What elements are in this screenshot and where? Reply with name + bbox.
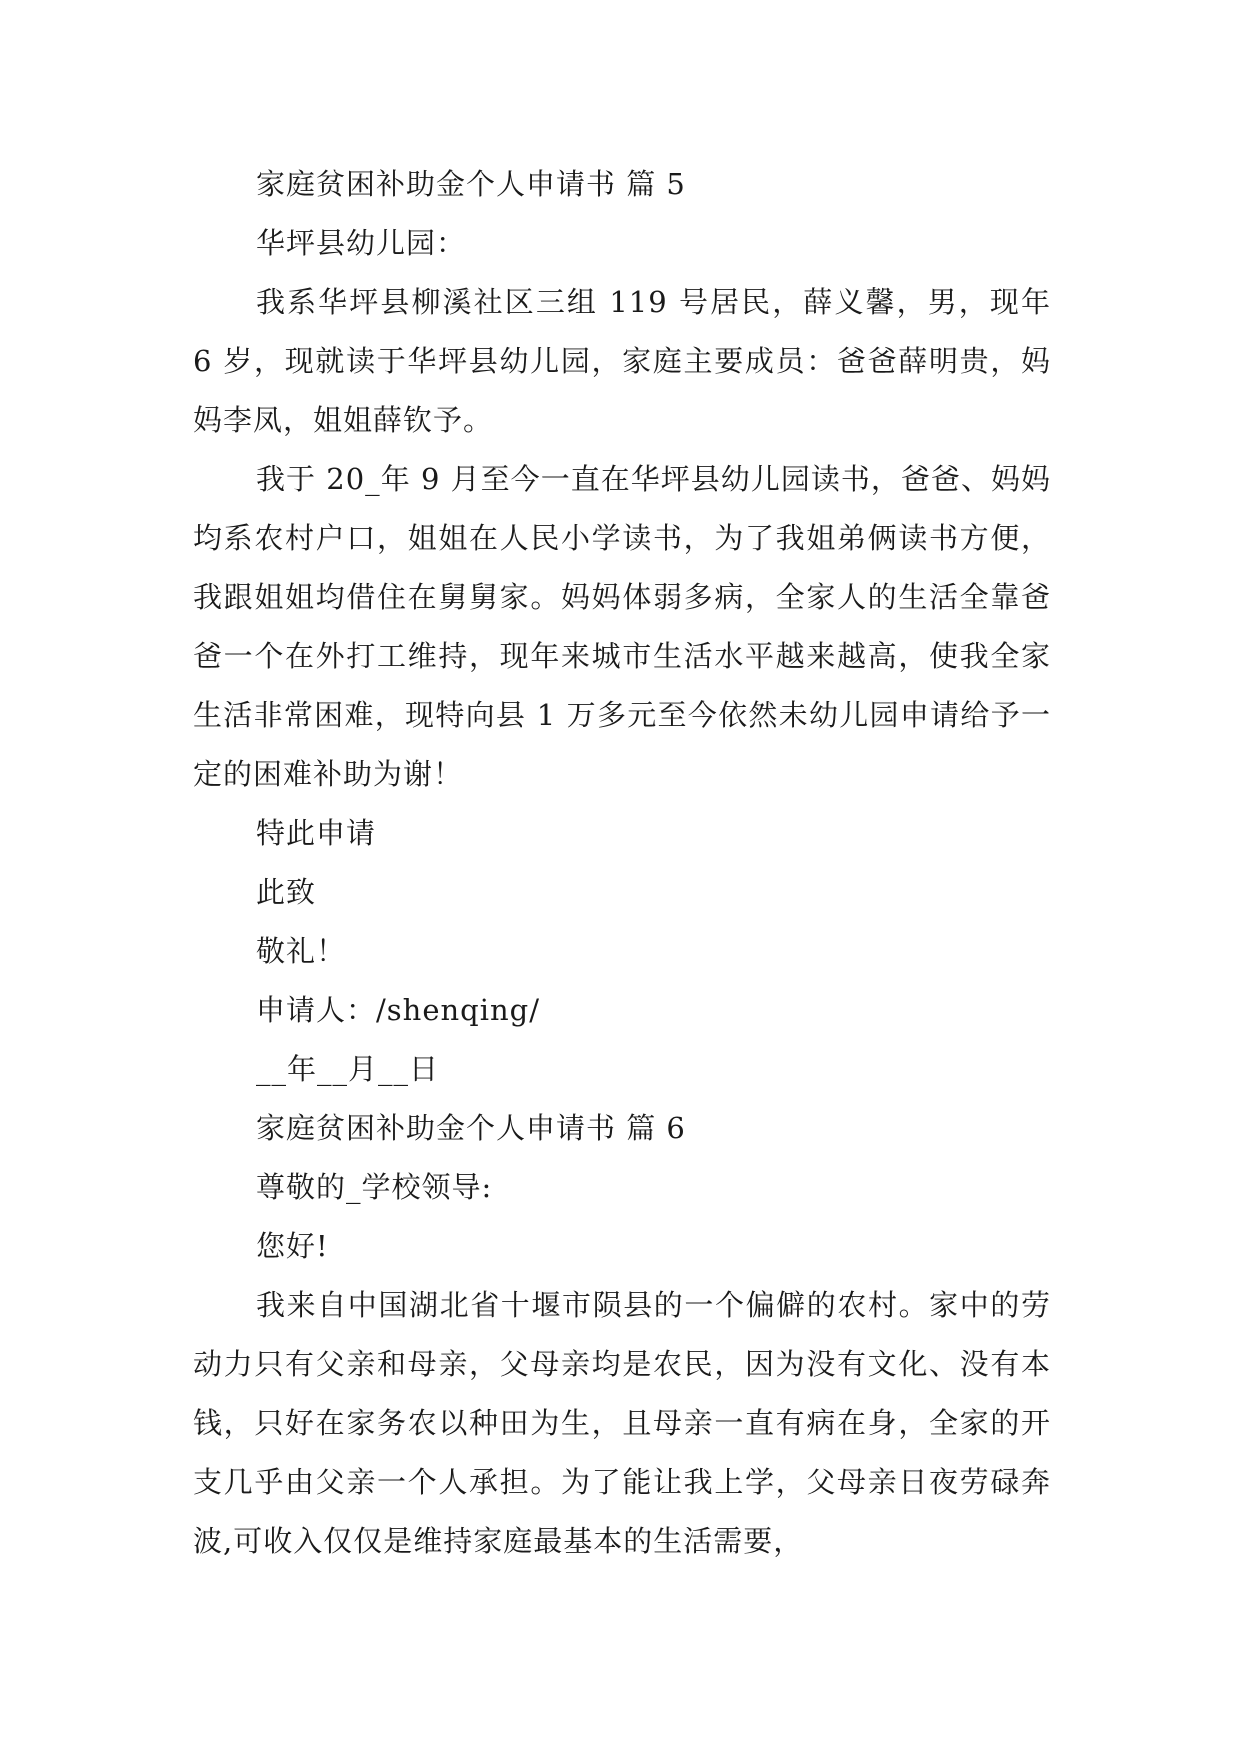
section-title: 家庭贫困补助金个人申请书 篇 6 (256, 1111, 686, 1145)
date-line: __年__月__日 (256, 1052, 440, 1086)
body-paragraph: 我系华坪县柳溪社区三组 119 号居民，薛义馨，男，现年 6 岁，现就读于华坪县幼儿园，家庭主要成员：爸爸薛明贵，妈妈李凤，姐姐薛钦予。 (193, 285, 1051, 437)
salutation: 华坪县幼儿园： (256, 226, 467, 260)
section-title: 家庭贫困补助金个人申请书 篇 5 (256, 167, 686, 201)
closing-line: 特此申请 (256, 816, 377, 850)
applicant-line: 申请人：/shenqing/ (256, 993, 541, 1027)
salutation: 尊敬的_学校领导: (256, 1170, 493, 1204)
closing-line: 此致 (256, 875, 317, 909)
closing-line: 敬礼！ (256, 934, 347, 968)
body-paragraph: 我来自中国湖北省十堰市陨县的一个偏僻的农村。家中的劳动力只有父亲和母亲，父母亲均是农民，因为没有文化、没有本钱，只好在家务农以种田为生，且母亲一直有病在身，全家的开支几乎由父亲一个人承担。为了能让我上学，父母亲日夜劳碌奔波,可收入仅仅是维持家庭最基本的生活需要， (193, 1288, 1051, 1558)
document-body (193, 155, 1051, 1571)
greeting: 您好! (256, 1229, 329, 1263)
body-paragraph: 我于 20_年 9 月至今一直在华坪县幼儿园读书，爸爸、妈妈均系农村户口，姐姐在人民小学读书，为了我姐弟俩读书方便，我跟姐姐均借住在舅舅家。妈妈体弱多病，全家人的生活全靠爸爸一个在外打工维持，现年来城市生活水平越来越高，使我全家生活非常困难，现特向县 1 万多元至今依然未幼儿园申请给予一定的困难补助为谢！ (193, 462, 1051, 791)
